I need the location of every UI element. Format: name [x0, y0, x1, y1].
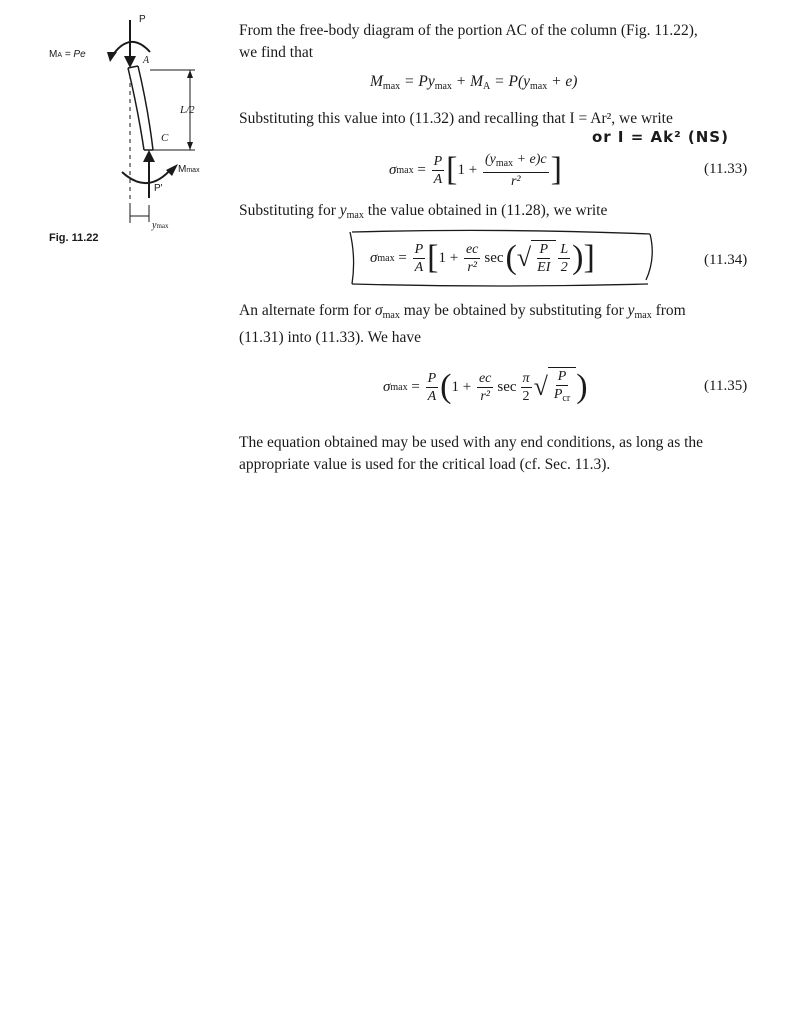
label-ma-sub: A [57, 52, 63, 59]
paragraph-4 [239, 300, 755, 349]
eq34-p-over-a [413, 241, 426, 276]
eq35-two: 2 [522, 388, 530, 404]
eq35-paren-open: ( [440, 368, 452, 405]
eq35-pi-over-2 [521, 370, 532, 405]
p4-mid: may be obtained by substituting for [399, 302, 628, 319]
label-p-top: P [139, 14, 146, 25]
eq34-l-over-2 [558, 241, 570, 276]
eq34-p-over-ei [535, 241, 552, 276]
label-mmax [178, 164, 200, 175]
label-l2: L/2 [180, 104, 195, 116]
eq35-sq-p: P [557, 369, 567, 384]
eq35-p-over-a [426, 370, 439, 405]
equation-11-34-number: (11.34) [704, 252, 748, 268]
paragraph-5-line-1: The equation obtained may be used with any end conditions, as long as the [239, 434, 704, 451]
eq34-sq-p: P [539, 242, 549, 257]
eq35-sigma-sub: max [390, 381, 408, 393]
paragraph-5-line-2: appropriate value is used for the critical load (cf. Sec. 11.3). [239, 456, 611, 473]
eq34-sqrt-body [531, 240, 556, 276]
eq35-a: A [427, 388, 437, 404]
paragraph-3-var-sub: max [346, 210, 364, 221]
reaction-arrow-head [143, 150, 155, 162]
equation-11-35-number: (11.35) [704, 378, 748, 394]
p4-sigma: σ [375, 302, 383, 319]
paragraph-3-post: the value obtained in (11.28), we write [363, 202, 608, 219]
eq34-r2: r² [467, 259, 477, 275]
eq35-ec-over-r2 [477, 370, 493, 405]
paragraph-3-pre: Substituting for [239, 202, 340, 219]
eq34-sigma: σ [370, 249, 378, 266]
eq-moment-e: + e) [547, 73, 578, 90]
eq33-inner-num-tail: + e)c [513, 151, 547, 167]
eq-moment-m: M [370, 73, 383, 90]
paragraph-5 [239, 432, 755, 476]
paragraph-3 [239, 200, 755, 227]
label-ma-eq: = Pe [62, 49, 86, 60]
column-right-edge [138, 66, 153, 150]
eq35-pcr-p: P [553, 387, 563, 402]
eq34-one-plus: 1 + [438, 249, 462, 266]
eq34-equals: = [394, 249, 411, 266]
eq-moment-m-sub: max [382, 81, 401, 92]
eq34-sq-ei: EI [537, 260, 551, 275]
paragraph-4-line-2: (11.31) into (11.33). We have [239, 329, 421, 346]
label-ma-text: M [49, 49, 58, 60]
eq33-bracket-open: [ [446, 151, 458, 188]
eq35-paren-close: ) [576, 368, 588, 405]
equation-moment [370, 73, 577, 92]
p4-post: from [651, 302, 686, 319]
label-a: A [143, 55, 150, 66]
dim-arrow-down [187, 142, 193, 150]
eq33-sigma: σ [389, 161, 397, 178]
eq33-a: A [433, 171, 443, 187]
label-mmax-text: M [178, 164, 187, 175]
p4-y-sub: max [634, 310, 652, 321]
paragraph-2-text: Substituting this value into (11.32) and recalling that I = Ar², we write [239, 110, 673, 127]
dim-arrow-up [187, 70, 193, 78]
eq35-p: P [427, 370, 437, 386]
eq34-ec: ec [465, 241, 479, 257]
figure-caption: Fig. 11.22 [49, 232, 99, 244]
eq34-bracket-close: ] [583, 239, 595, 276]
moment-arc-top-head [107, 52, 117, 62]
eq34-paren-open: ( [505, 239, 517, 276]
label-mmax-sub: max [186, 167, 200, 174]
eq-moment-py: = Py [400, 73, 435, 90]
eq34-two: 2 [560, 259, 568, 275]
eq35-equals: = [407, 378, 424, 395]
paragraph-1-line-2: we find that [239, 44, 314, 61]
eq35-sigma: σ [383, 378, 391, 395]
eq35-r2: r² [480, 388, 490, 404]
eq34-a: A [414, 259, 424, 275]
label-ymax [152, 220, 169, 231]
eq34-sec: sec [484, 249, 504, 266]
label-ymax-sub: max [156, 222, 169, 230]
eq33-inner-num-a: (y [484, 151, 496, 167]
eq-moment-ma-sub: A [483, 81, 491, 92]
paragraph-3-var: y [339, 202, 347, 219]
paragraph-1 [239, 20, 755, 64]
eq35-sqrt-body [548, 367, 576, 407]
eq33-one-plus: 1 + [457, 161, 481, 178]
eq35-one-plus: 1 + [451, 378, 475, 395]
eq33-inner-num [483, 151, 549, 173]
eq33-sigma-sub: max [396, 164, 414, 176]
paragraph-4-line-1 [239, 300, 755, 327]
eq35-sqrt-sign: √ [533, 372, 548, 401]
p4-sigma-sub: max [382, 310, 400, 321]
eq35-pcr-sub: cr [562, 393, 571, 404]
label-ma [49, 49, 86, 60]
eq34-sigma-sub: max [377, 252, 395, 264]
eq33-p-over-a [432, 153, 445, 188]
handwritten-note: or I = Ak² (NS) [592, 128, 729, 146]
column-free-body-diagram [0, 0, 220, 250]
eq33-inner-den: r² [510, 173, 521, 189]
eq-moment-p-sub: max [530, 81, 548, 92]
paragraph-1-line-1: From the free-body diagram of the portion AC of the column (Fig. 11.22), [239, 22, 698, 39]
label-p-prime: P' [154, 183, 163, 194]
eq34-bracket-open: [ [427, 239, 439, 276]
eq35-sq-pcr [552, 386, 572, 407]
p4-y: y [627, 302, 635, 319]
eq33-bracket-close: ] [550, 151, 562, 188]
eq-moment-ma: + M [451, 73, 484, 90]
eq34-l: L [560, 241, 569, 257]
eq34-paren-close: ) [572, 239, 584, 276]
eq35-pi: π [522, 370, 530, 386]
eq35-p-over-pcr [552, 368, 572, 407]
eq34-ec-over-r2 [464, 241, 480, 276]
equation-11-33-number: (11.33) [704, 161, 748, 177]
eq35-ec: ec [478, 370, 492, 386]
equation-11-34 [370, 234, 595, 282]
label-ymax-text: y [152, 220, 157, 231]
eq-moment-py-sub: max [434, 81, 452, 92]
eq35-sec: sec [497, 378, 517, 395]
eq34-p: P [414, 241, 424, 257]
eq34-sqrt-sign: √ [516, 243, 532, 272]
eq33-inner-num-sub: max [495, 157, 514, 169]
label-c: C [161, 132, 169, 144]
figure-11-22 [0, 0, 220, 250]
paragraph-2 [239, 108, 755, 130]
equation-11-35 [383, 362, 588, 412]
eq33-p: P [433, 153, 443, 169]
equation-11-33 [389, 146, 562, 194]
eq33-inner-fraction [483, 151, 549, 190]
eq33-equals: = [413, 161, 430, 178]
p4-pre: An alternate form for [239, 302, 375, 319]
moment-arc-bottom-head [166, 164, 178, 176]
eq-moment-p: = P(y [490, 73, 530, 90]
